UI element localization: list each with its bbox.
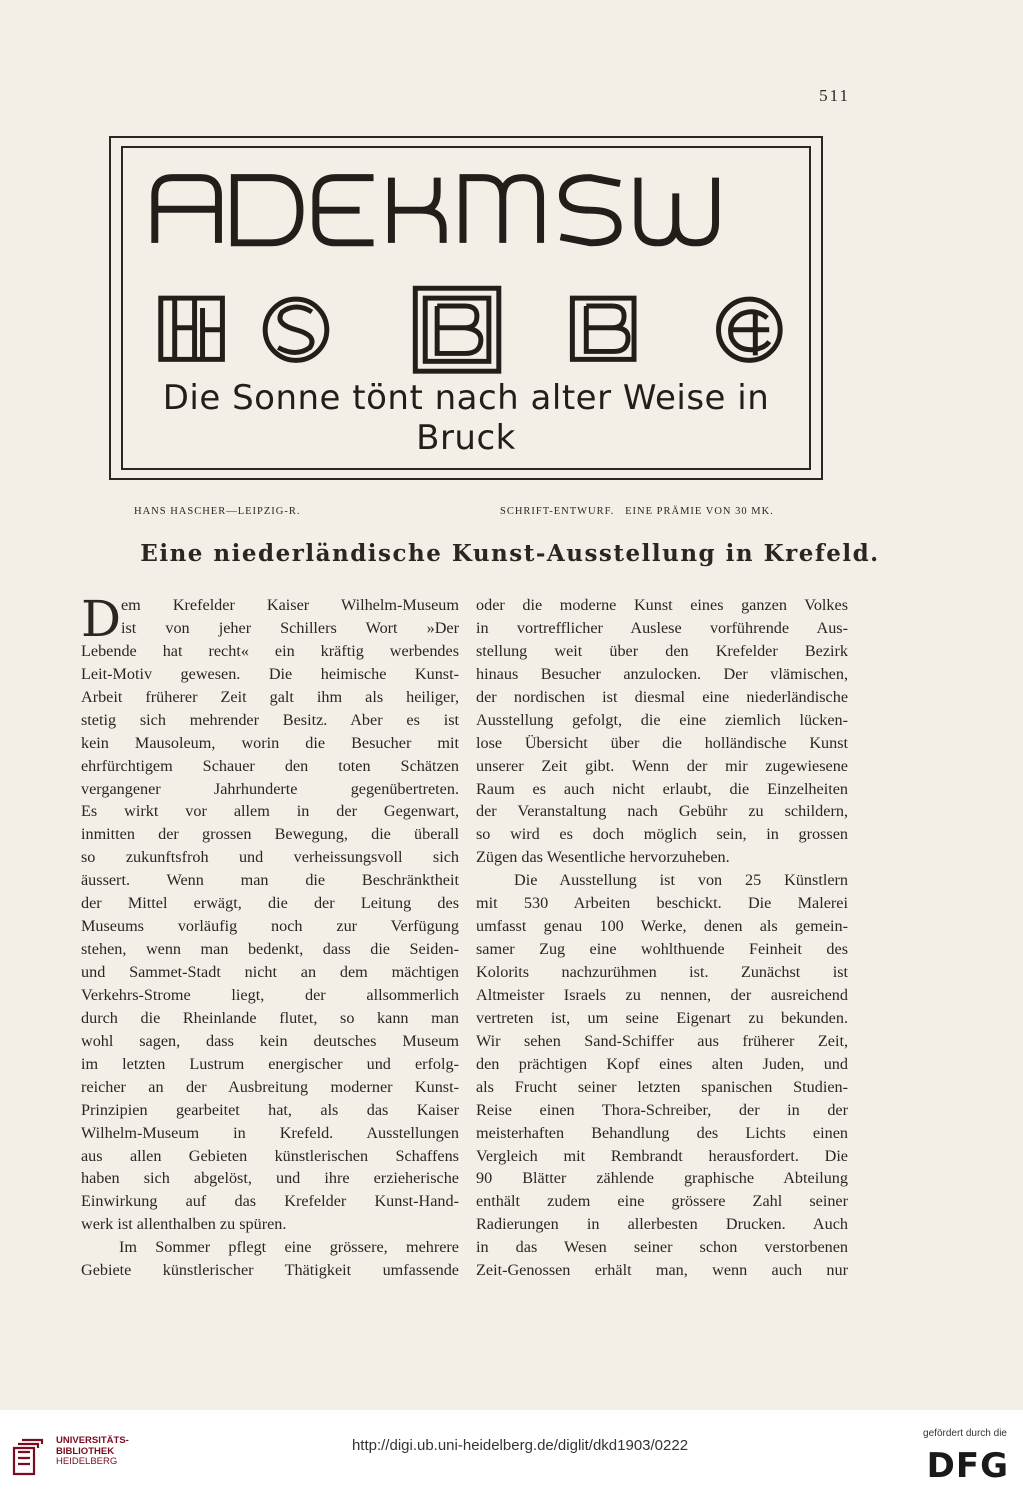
- text-line: stetig sich mehrender Besitz. Aber es ist: [81, 710, 459, 729]
- article-title: Eine niederländische Kunst-Ausstellung in Krefeld.: [140, 540, 880, 567]
- monogram-row: [161, 288, 780, 371]
- monogram-framed-b: [415, 288, 499, 371]
- text-line: Einwirkung auf das Krefelder Kunst-Hand-: [81, 1192, 459, 1211]
- text-line: Raum es auch nicht erlaubt, die Einzelheiten: [476, 779, 848, 798]
- text-line: unserer Zeit gibt. Wenn der mir zugewiesene: [476, 756, 848, 775]
- text-line: Es wirkt vor allem in der Gegenwart,: [81, 802, 459, 821]
- glyph-k: [391, 178, 443, 243]
- text-line: Verkehrs-Strome liegt, der allsommerlich: [81, 985, 459, 1004]
- viewer-footer: [0, 1410, 1023, 1491]
- text-line: den prächtigen Kopf eines alten Juden, und: [476, 1054, 848, 1073]
- text-line: oder die moderne Kunst eines ganzen Volkes: [476, 596, 848, 614]
- text-line: Leit-Motiv gewesen. Die heimische Kunst-: [81, 664, 459, 683]
- text-line: äussert. Wenn man die Beschränktheit: [81, 871, 459, 890]
- text-line: inmitten der grossen Bewegung, die überall: [81, 825, 459, 844]
- text-line: Vergleich mit Rembrandt herausfordert. Die: [476, 1146, 848, 1165]
- glyph-w: [638, 178, 716, 243]
- text-line: Die Ausstellung ist von 25 Künstlern: [514, 871, 848, 890]
- text-line: lose Übersicht über die holländische Kunst: [476, 733, 848, 752]
- caption-author: HANS HASCHER—LEIPZIG-R.: [134, 506, 301, 517]
- specimen-frame: [121, 146, 811, 470]
- text-line: Ausstellung gefolgt, die eine ziemlich lücken-: [476, 710, 848, 729]
- text-line: durch die Rheinlande flutet, so kann man: [81, 1008, 459, 1027]
- text-line: Wilhelm-Museum in Krefeld. Ausstellungen: [81, 1123, 459, 1142]
- text-line: reicher an der Ausbreitung moderner Kunst-: [81, 1077, 459, 1096]
- text-line: Zügen das Wesentliche hervorzuheben.: [476, 848, 730, 867]
- text-line: 90 Blätter zählende graphische Abteilung: [476, 1169, 848, 1188]
- text-line: Radierungen in allerbesten Drucken. Auch: [476, 1215, 848, 1234]
- text-line: Wir sehen Sand-Schiffer aus früherer Zeit,: [476, 1031, 848, 1050]
- glyph-e: [316, 178, 374, 243]
- glyph-m: [463, 178, 541, 243]
- text-line: Zeit-Genossen erhält man, wenn auch nur: [476, 1261, 848, 1280]
- text-line: haben sich abgelöst, und ihre erzieherische: [81, 1169, 459, 1188]
- text-line: em Krefelder Kaiser Wilhelm-Museum: [121, 596, 459, 614]
- text-line: Reise einen Thora-Schreiber, der in der: [476, 1100, 848, 1119]
- text-line: der Veranstaltung nach Gebühr zu schildern,: [476, 802, 848, 821]
- text-line: so wird es doch möglich sein, in grossen: [476, 825, 848, 844]
- monogram-b: [572, 298, 634, 359]
- library-logo-icon[interactable]: [12, 1434, 48, 1478]
- funder-label: gefördert durch die: [923, 1428, 1007, 1439]
- text-line: meisterhaften Behandlung des Lichts einen: [476, 1123, 848, 1142]
- text-line: Lebende hat recht« ein kräftig werbendes: [81, 641, 459, 660]
- text-line: ist von jeher Schillers Wort »Der: [121, 618, 459, 637]
- article-column-right: [476, 594, 848, 1282]
- text-line: in vortrefflicher Auslese vorführende Aus-: [476, 618, 848, 637]
- text-line: wohl sagen, dass kein deutsches Museum: [81, 1031, 459, 1050]
- text-line: als Frucht seiner letzten spanischen Studien-: [476, 1077, 848, 1096]
- library-logo-text[interactable]: [56, 1436, 129, 1468]
- text-line: Kolorits nachzurühmen ist. Zunächst ist: [476, 963, 848, 981]
- type-specimen: [109, 136, 823, 480]
- text-line: vergangener Jahrhunderte gegenübertreten.: [81, 779, 459, 798]
- text-line: stellung weit über den Krefelder Bezirk: [476, 641, 848, 660]
- monogram-s: [265, 299, 327, 360]
- text-line: Prinzipien gearbeitet hat, als das Kaiser: [81, 1100, 459, 1119]
- text-line: im letzten Lustrum energischer und erfolg-: [81, 1054, 459, 1073]
- article-column-left: [81, 590, 459, 1282]
- dfg-logo[interactable]: DFG: [926, 1446, 1009, 1486]
- monogram-hh: [161, 298, 223, 359]
- text-line: samer Zug eine wohlthuende Feinheit des: [476, 940, 848, 959]
- text-line: in das Wesen seiner schon verstorbenen: [476, 1238, 848, 1257]
- library-name-line: UNIVERSITÄTS-: [56, 1435, 129, 1446]
- text-line: werk ist allenthalben zu spüren.: [81, 1215, 287, 1234]
- text-line: der nordischen ist diesmal eine niederländische: [476, 687, 848, 706]
- text-line: und Sammet-Stadt nicht an dem mächtigen: [81, 963, 459, 981]
- glyph-s: [560, 178, 620, 243]
- text-line: kein Mausoleum, worin die Besucher mit: [81, 733, 459, 752]
- text-line: so zukunftsfroh und verheissungsvoll sich: [81, 848, 459, 867]
- monogram-e: [719, 299, 781, 360]
- library-name-line: BIBLIOTHEK: [56, 1445, 115, 1457]
- text-line: Altmeister Israels zu nennen, der ausreichend: [476, 985, 848, 1004]
- library-name-line: HEIDELBERG: [56, 1456, 118, 1467]
- glyph-d: [234, 178, 300, 243]
- text-line: stehen, wenn man bedenkt, dass die Seiden-: [81, 940, 459, 959]
- page-number: 511: [819, 86, 850, 105]
- text-line: Im Sommer pflegt eine grössere, mehrere: [119, 1238, 459, 1257]
- text-line: umfasst genau 100 Werke, denen als gemein-: [476, 917, 848, 936]
- glyph-a: [155, 178, 219, 243]
- text-line: hinaus Besucher anzulocken. Der vlämischen,: [476, 664, 848, 683]
- text-line: Gebiete künstlerischer Thätigkeit umfassende: [81, 1261, 459, 1280]
- drop-cap: D: [81, 590, 122, 648]
- caption-prize: SCHRIFT-ENTWURF. EINE PRÄMIE VON 30 MK.: [500, 506, 774, 517]
- text-line: Museums vorläufig noch zur Verfügung: [81, 917, 459, 936]
- text-line: ehrfürchtigem Schauer den toten Schätzen: [81, 756, 459, 775]
- text-line: mit 530 Arbeiten beschickt. Die Malerei: [476, 894, 848, 913]
- source-url-link[interactable]: http://digi.ub.uni-heidelberg.de/diglit/dkd1903/0222: [351, 1437, 689, 1454]
- text-line: enthält zudem eine grössere Zahl seiner: [476, 1192, 848, 1211]
- text-line: aus allen Gebieten künstlerischen Schaffens: [81, 1146, 459, 1165]
- alphabet-row: [155, 178, 716, 243]
- text-line: vertreten ist, um seine Eigenart zu bekunden.: [476, 1008, 848, 1027]
- text-line: der Mittel erwägt, die der Leitung des: [81, 894, 459, 913]
- specimen-sample-text: Die Sonne tönt nach alter Weise in Bruck: [162, 378, 770, 458]
- text-line: Arbeit früherer Zeit galt ihm als heiliger,: [81, 687, 459, 706]
